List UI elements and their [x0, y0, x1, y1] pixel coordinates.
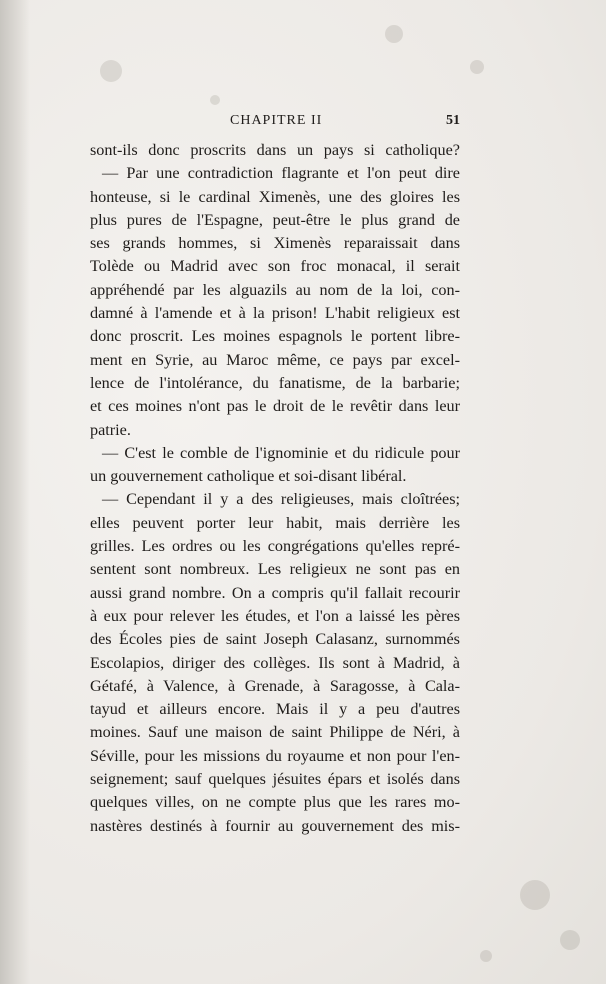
text-line: sentent sont nombreux. Les religieux ne sont pas en	[90, 560, 460, 579]
text-line: plus pures de l'Espagne, peut-être le plus grand de	[90, 210, 460, 229]
text-line: damné à l'amende et à la prison! L'habit religieux est	[90, 304, 460, 323]
text-line: — C'est le comble de l'ignominie et du ridicule pour	[102, 443, 460, 462]
text-line: aussi grand nombre. On a compris qu'il fallait recourir	[90, 583, 460, 602]
text-line: à eux pour relever les études, et l'on a laissé les pères	[90, 606, 460, 625]
body-text	[90, 139, 460, 838]
text-line: des Écoles pies de saint Joseph Calasanz, surnommés	[90, 630, 460, 649]
text-line: Gétafé, à Valence, à Grenade, à Saragosse, à Cala-	[90, 676, 460, 695]
text-line: nastères destinés à fournir au gouvernement des mis-	[90, 816, 460, 835]
page-gutter-shadow	[0, 0, 30, 984]
text-line: Séville, pour les missions du royaume et non pour l'en-	[90, 746, 460, 765]
text-line: appréhendé par les alguazils au nom de la loi, con-	[90, 280, 460, 299]
page-header	[90, 113, 460, 135]
text-line: grilles. Les ordres ou les congrégations qu'elles repré-	[90, 537, 460, 556]
running-head: CHAPITRE II	[230, 113, 323, 128]
text-line: et ces moines n'ont pas le droit de le revêtir dans leur	[90, 397, 460, 416]
text-line: tayud et ailleurs encore. Mais il y a peu d'autres	[90, 700, 460, 719]
paper-speck	[480, 950, 492, 962]
text-line: donc proscrit. Les moines espagnols le portent libre-	[90, 327, 460, 346]
text-line: seignement; sauf quelques jésuites épars et isolés dans	[90, 770, 460, 789]
page-number: 51	[446, 113, 460, 128]
text-line: ses grands hommes, si Ximenès reparaissait dans	[90, 234, 460, 253]
paper-speck	[385, 25, 403, 43]
text-line: Escolapios, diriger des collèges. Ils sont à Madrid, à	[90, 653, 460, 672]
text-line: un gouvernement catholique et soi-disant libéral.	[90, 467, 407, 486]
text-line: lence de l'intolérance, du fanatisme, de la barbarie;	[90, 373, 460, 392]
text-line: elles peuvent porter leur habit, mais derrière les	[90, 513, 460, 532]
text-line: ment en Syrie, au Maroc même, ce pays par excel-	[90, 350, 460, 369]
text-line: — Cependant il y a des religieuses, mais cloîtrées;	[102, 490, 460, 509]
text-line: patrie.	[90, 420, 131, 439]
text-line: Tolède ou Madrid avec son froc monacal, il serait	[90, 257, 460, 276]
text-line: honteuse, si le cardinal Ximenès, une des gloires les	[90, 187, 460, 206]
paper-speck	[470, 60, 484, 74]
text-line: moines. Sauf une maison de saint Philippe de Néri, à	[90, 723, 460, 742]
text-line: sont-ils donc proscrits dans un pays si catholique?	[90, 141, 460, 159]
paper-speck	[210, 95, 220, 105]
paper-speck	[560, 930, 580, 950]
paper-speck	[100, 60, 122, 82]
text-line: quelques villes, on ne compte plus que les rares mo-	[90, 793, 460, 812]
text-line: — Par une contradiction flagrante et l'on peut dire	[102, 164, 460, 183]
paper-speck	[520, 880, 550, 910]
